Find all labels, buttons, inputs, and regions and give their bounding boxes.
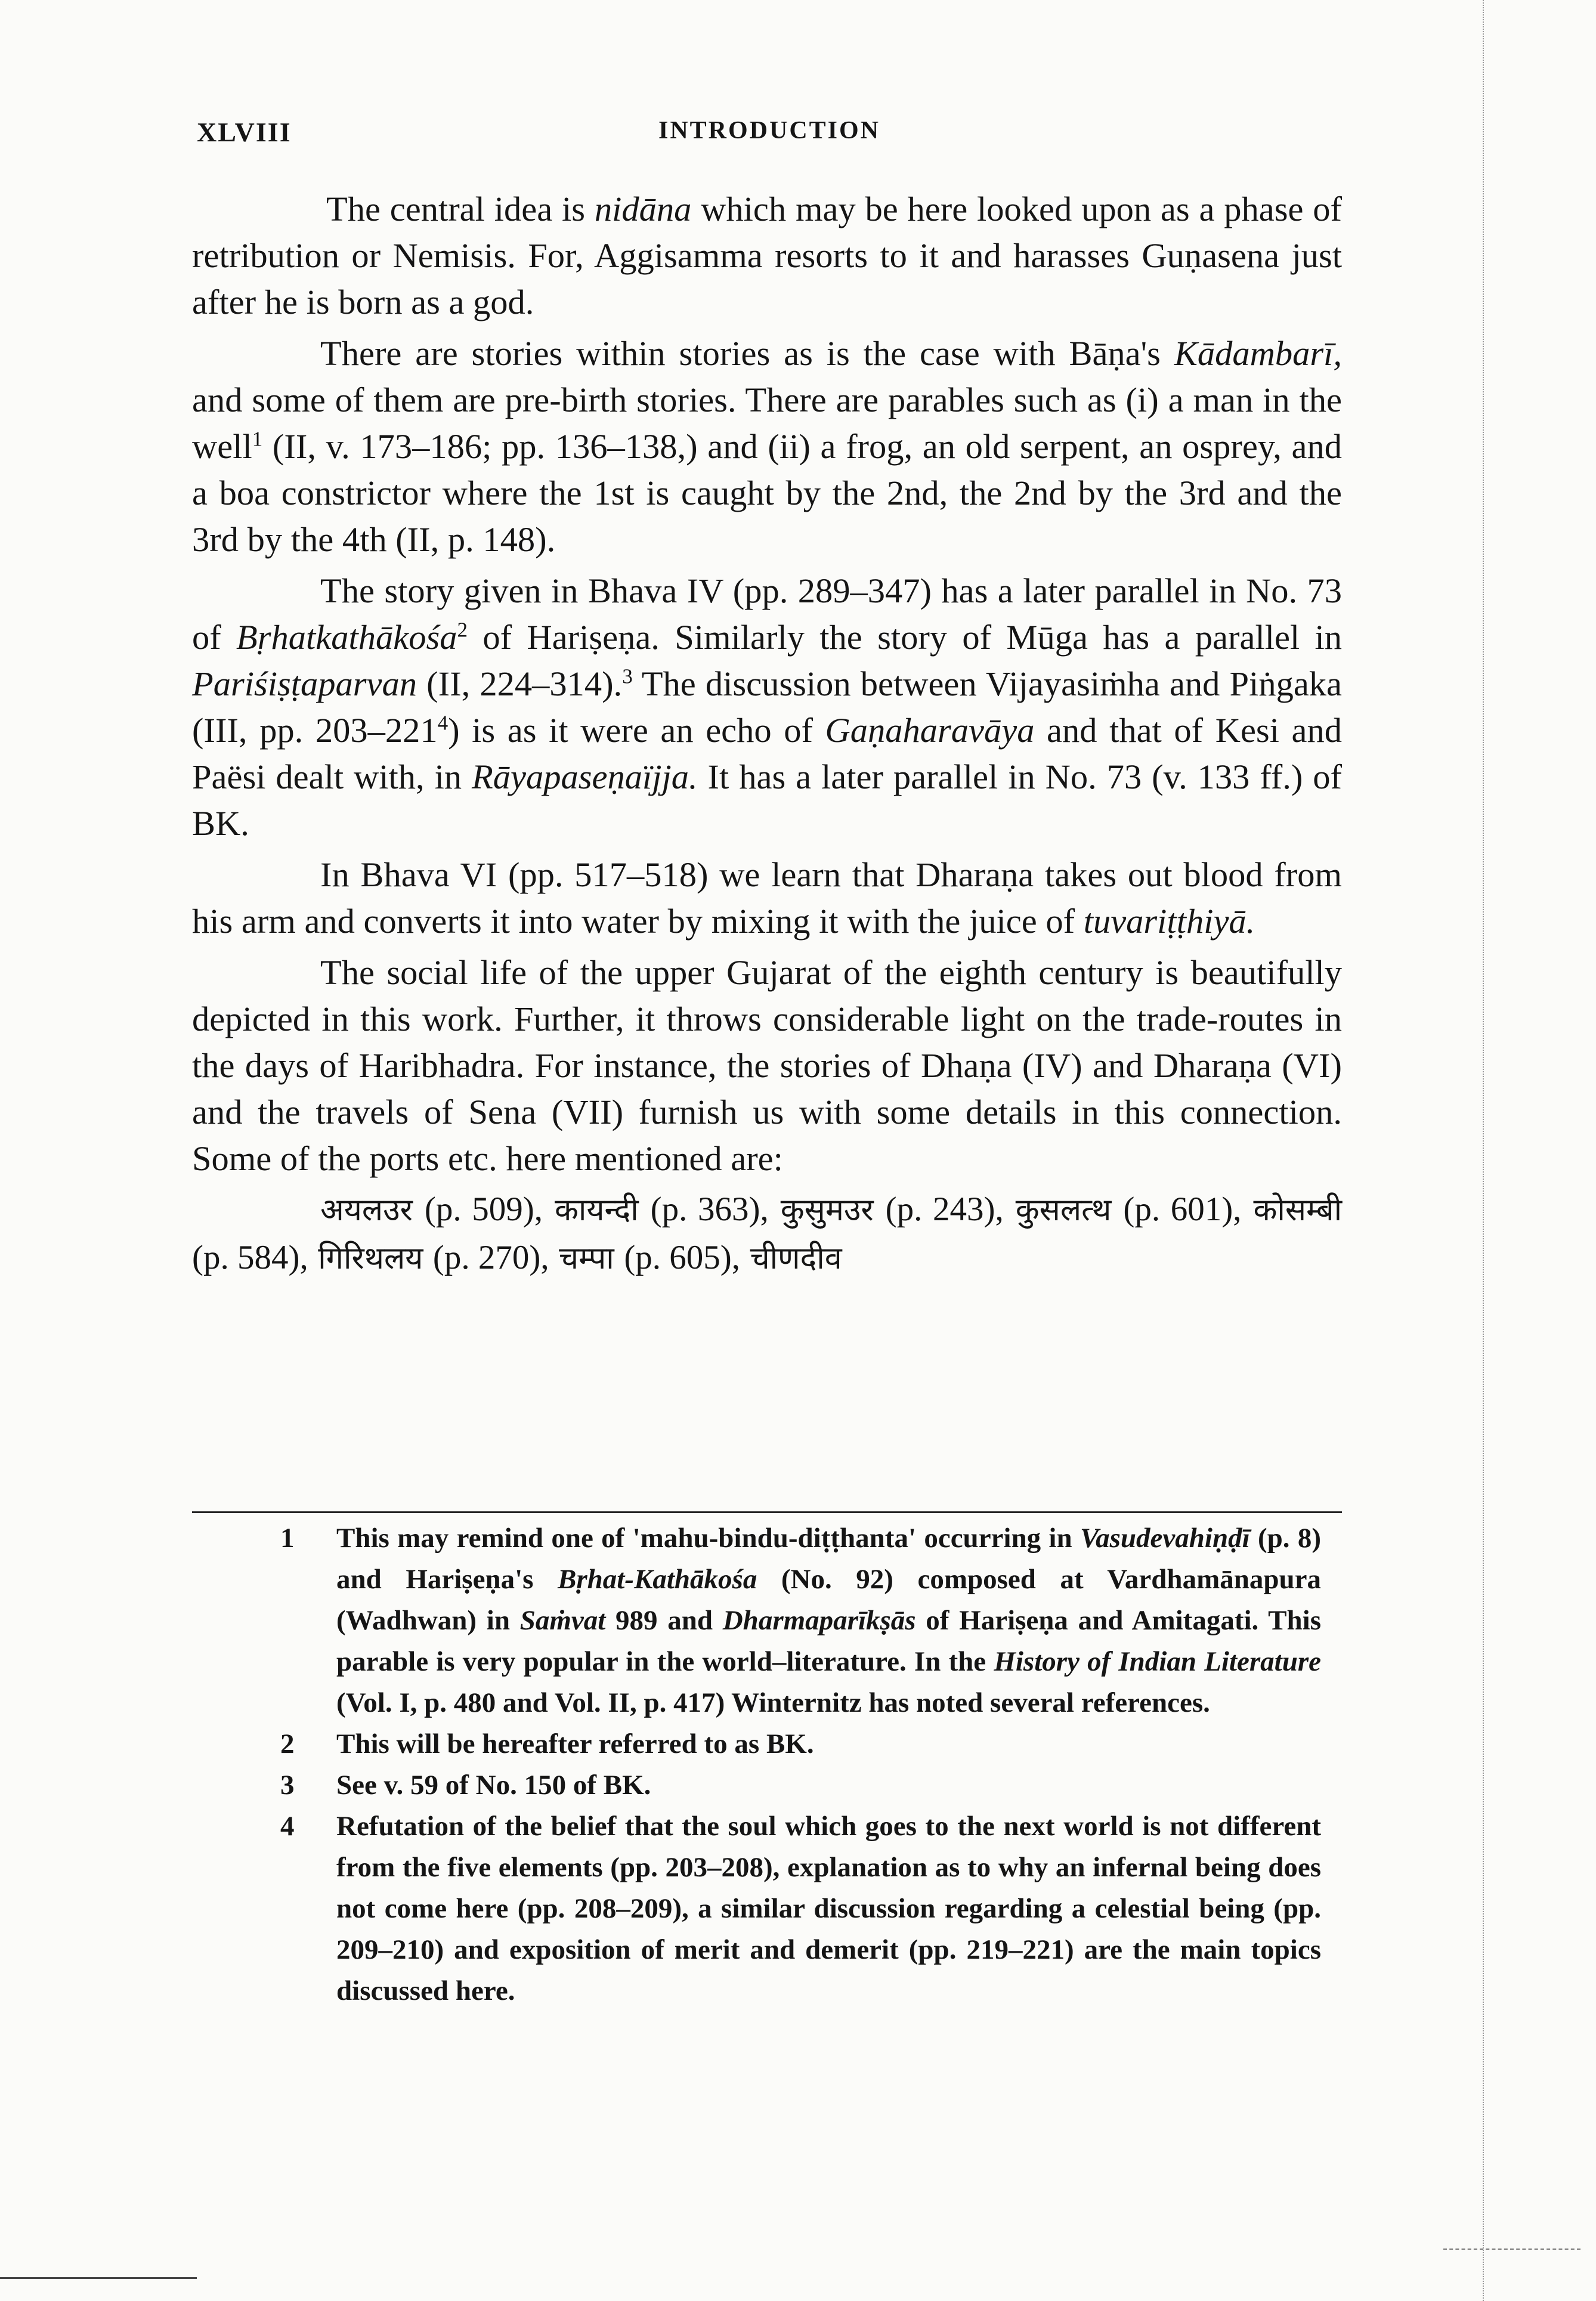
footnote-1: [280, 1518, 1321, 1724]
text-run: (No. 92) composed at Vardhamānapura (Wadhwan) in: [336, 1564, 1321, 1636]
scan-edge-mark: [1443, 2249, 1580, 2250]
footnote-4: [280, 1806, 1321, 2012]
footnote-text: [336, 1518, 1321, 1724]
text-run: and some of them are pre-birth stories. There are parables such as (i) a man in the well: [192, 381, 1342, 466]
text-run: There are stories within stories as is the case with Bāṇa's: [320, 334, 1174, 373]
port-name: अयलउर: [320, 1192, 413, 1228]
text-run: This may remind one of 'mahu-bindu-diṭṭhanta' occurring in: [336, 1523, 1080, 1554]
paragraph-social-life: The social life of the upper Gujarat of the eighth century is beautifully depicted in this work. Further, it throws considerable light on the trade-routes in the days of Haribhadra. For instance, the stories of Dhaṇa (IV) and Dharaṇa (VI) and the travels of Sena (VII) furnish us with some details in this connection. Some of the ports etc. here mentioned are:: [192, 953, 1342, 1178]
paragraph-nidana: [192, 186, 1342, 326]
footnote-number: 3: [280, 1770, 295, 1801]
italic-title: Dharmaparīkṣās: [722, 1605, 916, 1636]
port-ref: (p. 243),: [885, 1190, 1004, 1228]
running-head: INTRODUCTION: [658, 117, 881, 144]
footnote-text: This will be hereafter referred to as BK.: [336, 1728, 814, 1759]
port-ref: (p. 363),: [650, 1190, 769, 1228]
scan-margin-line: [1483, 0, 1484, 2301]
italic-title: Vasudevahiṇḍī: [1080, 1523, 1250, 1554]
text-run: (II, 224–314).: [417, 664, 623, 703]
port-ref: (p. 509),: [424, 1190, 543, 1228]
footnote-divider: [192, 1511, 1342, 1513]
port-ref: (p. 584),: [192, 1239, 308, 1276]
footnote-text: Refutation of the belief that the soul which goes to the next world is not different from the five elements (pp. 203–208), explanation as to why an infernal being does not come here (pp. 208–209), a similar discussion regarding a celestial being (pp. 209–210) and exposition of merit and demerit (pp. 219–221) are the main topics discussed here.: [336, 1811, 1321, 2006]
italic-title: Pariśiṣṭaparvan: [192, 664, 417, 703]
main-text: [192, 186, 1342, 1282]
text-run: The story given in Bhava IV (pp. 289–347) has a later parallel in No. 73 of: [192, 571, 1342, 657]
text-run: 989 and: [605, 1605, 723, 1636]
page-header: [197, 116, 1342, 158]
text-run: ) is as it were an echo of: [448, 711, 825, 750]
italic-title: History of Indian Literature: [994, 1646, 1321, 1677]
port-name: चीणदीव: [750, 1241, 842, 1276]
footnote-text: See v. 59 of No. 150 of BK.: [336, 1770, 651, 1801]
footnote-number: 4: [280, 1811, 295, 1842]
footnote-3: [280, 1765, 1321, 1806]
port-ref: (p. 601),: [1123, 1190, 1242, 1228]
footnote-ref: 1: [252, 427, 263, 451]
footnote-ref: 3: [622, 664, 633, 688]
text-run: (II, v. 173–186; pp. 136–138,) and (ii) a frog, an old serpent, an osprey, and a boa constrictor where the 1st is caught by the 2nd, the 2nd by the 3rd and the 3rd by the 4th (II, p. 148).: [192, 427, 1342, 559]
footnote-number: 1: [280, 1523, 295, 1554]
paragraph-stories: [192, 330, 1342, 563]
text-run: of Hariṣeṇa. Similarly the story of Mūga has a parallel in: [468, 618, 1342, 657]
text-run: The discussion between Vijayasiṁha and Piṅgaka (III, pp. 203–221: [192, 664, 1342, 750]
italic-title: Kādambarī,: [1174, 334, 1342, 373]
page-number: XLVIII: [197, 117, 292, 147]
port-ref: (p. 270),: [432, 1239, 549, 1276]
text-run: (Vol. I, p. 480 and Vol. II, p. 417) Winternitz has noted several references.: [336, 1687, 1210, 1718]
italic-term: Saṁvat: [519, 1605, 606, 1636]
text-run: of Hariṣeṇa and Amitagati. This parable is very popular in the world–literature. In the: [336, 1605, 1321, 1677]
italic-title: Bṛhatkathākośa: [236, 618, 457, 657]
footnote-2: [280, 1724, 1321, 1765]
text-run: It has a later parallel in No. 73 (v. 133 ff.) of BK.: [192, 757, 1342, 843]
footnote-number: 2: [280, 1728, 295, 1759]
italic-term: tuvariṭṭhiyā.: [1083, 902, 1255, 941]
port-name: गिरिथलय: [318, 1241, 423, 1276]
text-run: and that of Kesi and Paësi dealt with, in: [192, 711, 1342, 796]
ports-list: [192, 1186, 1342, 1282]
port-ref: (p. 605),: [624, 1239, 741, 1276]
text-run: The central idea is: [326, 190, 595, 228]
footnote-ref: 4: [437, 711, 449, 735]
port-name: कायन्दी: [554, 1192, 639, 1228]
port-name: कोसम्बी: [1253, 1192, 1343, 1228]
scan-edge-mark: [0, 2277, 197, 2279]
port-name: चम्पा: [559, 1241, 614, 1276]
italic-title: Gaṇaharavāya: [825, 711, 1035, 750]
paragraph-dharana: [192, 852, 1342, 945]
italic-title: Rāyapaseṇaïjja.: [472, 757, 698, 796]
footnotes: [280, 1518, 1321, 2012]
text-run: which may be here looked upon as a phase of retribution or Nemisis. For, Aggisamma resorts to it and harasses Guṇasena just after he is born as a god.: [192, 190, 1342, 321]
text-run: In Bhava VI (pp. 517–518) we learn that Dharaṇa takes out blood from his arm and converts it into water by mixing it with the juice of: [192, 855, 1342, 941]
text-run: (p. 8) and Hariṣeṇa's: [336, 1523, 1321, 1595]
paragraph-parallels: [192, 568, 1342, 847]
port-name: कुसुमउर: [780, 1192, 874, 1228]
italic-title: Bṛhat-Kathākośa: [558, 1564, 757, 1595]
port-name: कुसलत्थ: [1015, 1192, 1112, 1228]
footnote-ref: 2: [457, 618, 468, 642]
italic-term: nidāna: [594, 190, 692, 228]
